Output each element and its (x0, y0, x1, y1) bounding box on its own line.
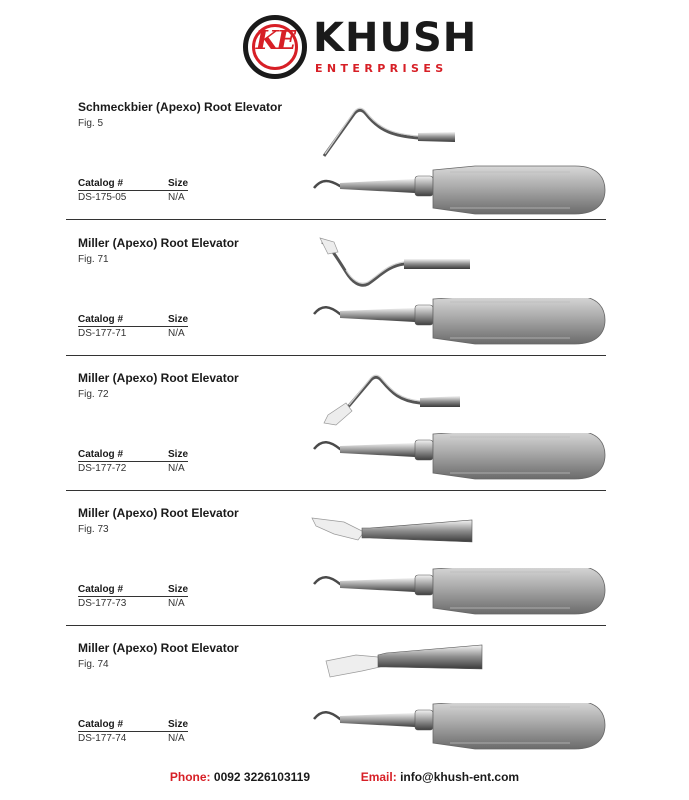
product-entry (0, 100, 689, 235)
size-header: Size (168, 719, 189, 730)
section-divider (66, 355, 606, 356)
email-address[interactable]: info@khush-ent.com (400, 770, 520, 784)
section-divider (66, 219, 606, 220)
section-divider (66, 490, 606, 491)
logo-monogram: KE (255, 26, 295, 56)
product-entry (0, 641, 689, 776)
instrument-handle-image (300, 433, 610, 491)
catalog-header: Catalog # (78, 584, 124, 595)
catalog-header: Catalog # (78, 449, 124, 460)
instrument-tip-image (300, 100, 470, 162)
figure-number: Fig. 72 (78, 389, 109, 400)
product-title: Miller (Apexo) Root Elevator (78, 641, 239, 655)
instrument-tip-image (300, 371, 470, 433)
company-name: KHUSH (313, 15, 478, 61)
instrument-tip-image (300, 506, 480, 556)
product-entry (0, 371, 689, 506)
company-logo (243, 12, 478, 82)
catalog-number: DS-177-74 (78, 733, 127, 744)
catalog-number: DS-175-05 (78, 192, 127, 203)
catalog-number: DS-177-73 (78, 598, 127, 609)
size-value: N/A (168, 598, 185, 609)
product-title: Miller (Apexo) Root Elevator (78, 371, 239, 385)
company-tagline: ENTERPRISES (315, 62, 448, 75)
phone-number[interactable]: 0092 3226103119 (213, 770, 311, 784)
catalog-number: DS-177-71 (78, 328, 127, 339)
size-value: N/A (168, 463, 185, 474)
product-title: Schmeckbier (Apexo) Root Elevator (78, 100, 283, 114)
size-header: Size (168, 178, 189, 189)
figure-number: Fig. 5 (78, 118, 104, 129)
catalog-header: Catalog # (78, 314, 124, 325)
figure-number: Fig. 71 (78, 254, 109, 265)
instrument-handle-image (300, 568, 610, 626)
size-header: Size (168, 449, 189, 460)
size-header: Size (168, 584, 189, 595)
section-divider (66, 625, 606, 626)
contact-footer (0, 770, 689, 784)
size-header: Size (168, 314, 189, 325)
instrument-handle-image (300, 298, 610, 356)
catalog-header: Catalog # (78, 719, 124, 730)
instrument-tip-image (300, 236, 480, 298)
email-label: Email: (360, 770, 397, 784)
catalog-header: Catalog # (78, 178, 124, 189)
figure-number: Fig. 74 (78, 659, 109, 670)
product-title: Miller (Apexo) Root Elevator (78, 506, 239, 520)
figure-number: Fig. 73 (78, 524, 109, 535)
instrument-handle-image (300, 703, 610, 761)
catalog-number: DS-177-72 (78, 463, 127, 474)
product-entry (0, 236, 689, 371)
size-value: N/A (168, 328, 185, 339)
product-title: Miller (Apexo) Root Elevator (78, 236, 239, 250)
size-value: N/A (168, 733, 185, 744)
size-value: N/A (168, 192, 185, 203)
product-entry (0, 506, 689, 641)
instrument-tip-image (300, 641, 485, 691)
instrument-handle-image (300, 162, 610, 220)
phone-label: Phone: (169, 770, 211, 784)
